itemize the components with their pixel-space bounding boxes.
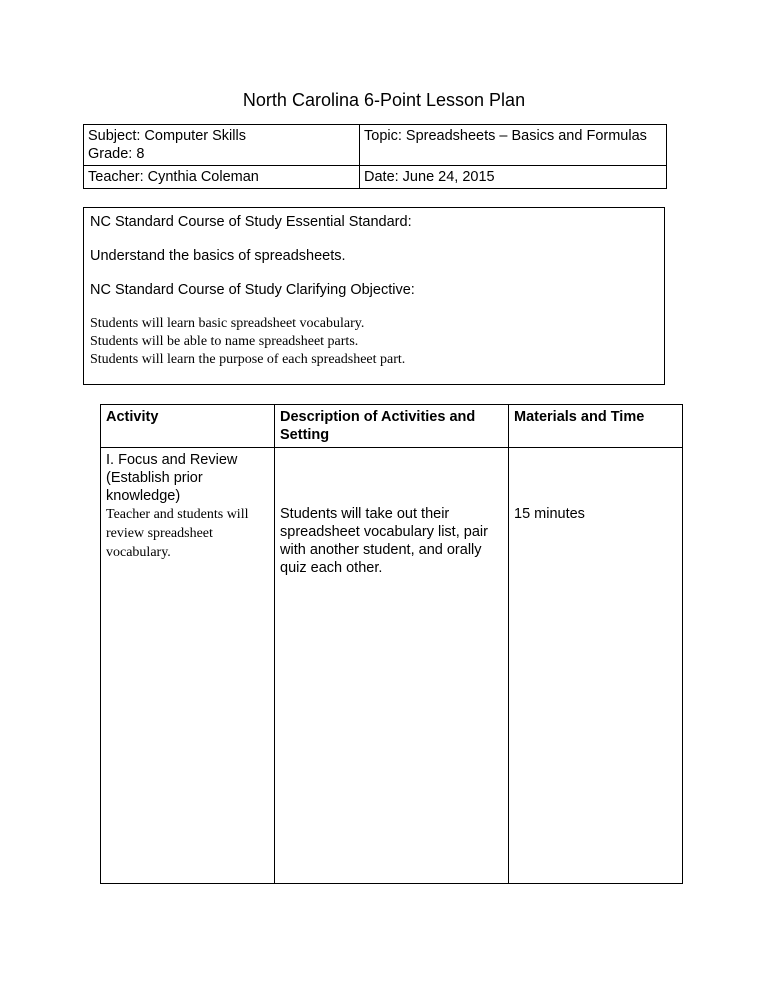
subject-grade-cell (84, 125, 360, 166)
teacher-cell: Teacher: Cynthia Coleman (84, 166, 360, 189)
activity-table (100, 404, 683, 884)
page-title: North Carolina 6-Point Lesson Plan (242, 90, 526, 110)
grade-text: Grade: 8 (88, 146, 145, 162)
standards-box (83, 207, 665, 385)
essential-standard-heading: NC Standard Course of Study Essential Standard: (90, 214, 412, 230)
clarifying-objective-heading: NC Standard Course of Study Clarifying Objective: (90, 282, 415, 298)
essential-standard-text: Understand the basics of spreadsheets. (90, 248, 346, 264)
activity-detail: Teacher and students will review spreadsheet vocabulary. (106, 507, 249, 560)
header-materials: Materials and Time (509, 405, 683, 448)
description-cell (275, 448, 509, 884)
header-description: Description of Activities and Setting (275, 405, 509, 448)
objective-item: Students will learn the purpose of each spreadsheet part. (90, 352, 406, 367)
date-cell: Date: June 24, 2015 (360, 166, 667, 189)
objective-item: Students will be able to name spreadsheet parts. (90, 334, 359, 349)
lesson-header-table (83, 124, 667, 189)
description-text: Students will take out their spreadsheet vocabulary list, pair with another student, and orally quiz each other. (280, 506, 488, 576)
topic-cell: Topic: Spreadsheets – Basics and Formulas (360, 125, 667, 166)
objective-item: Students will learn basic spreadsheet vocabulary. (90, 316, 365, 331)
header-activity: Activity (101, 405, 275, 448)
materials-text: 15 minutes (514, 506, 585, 522)
activity-cell (101, 448, 275, 884)
materials-cell (509, 448, 683, 884)
subject-text: Subject: Computer Skills (88, 128, 246, 144)
activity-title: I. Focus and Review (Establish prior knowledge) (106, 452, 238, 504)
